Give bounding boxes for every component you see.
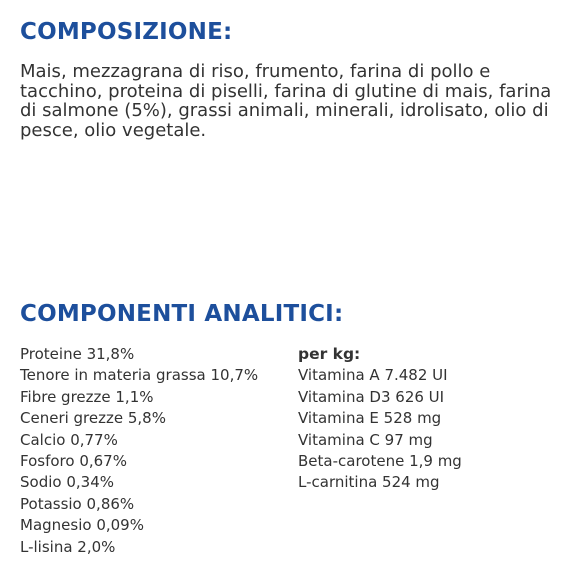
per-kg-header: per kg: — [298, 345, 361, 363]
vitamin-item-l-carnitine: L-carnitina 524 mg — [298, 473, 440, 492]
analytic-item-ash: Ceneri grezze 5,8% — [20, 409, 166, 428]
composition-text: Mais, mezzagrana di riso, frumento, farina di pollo e tacchino, proteina di piselli, farina di glutine di mais, farina di salmone (5%), grassi animali, minerali, idrolisato, olio di pesce, olio vegetale. — [20, 61, 552, 141]
vitamin-item-e: Vitamina E 528 mg — [298, 409, 442, 428]
analytic-item-potassium: Potassio 0,86% — [20, 494, 135, 513]
analytic-components-list — [20, 344, 300, 558]
vitamin-item-beta-carotene: Beta-carotene 1,9 mg — [298, 452, 462, 471]
vitamin-item-d3: Vitamina D3 626 UI — [298, 387, 445, 406]
analytic-item-calcium: Calcio 0,77% — [20, 430, 118, 449]
analytic-item-fibre: Fibre grezze 1,1% — [20, 387, 154, 406]
analytic-item-fat: Tenore in materia grassa 10,7% — [20, 366, 259, 385]
vitamin-item-c: Vitamina C 97 mg — [298, 430, 433, 449]
analytic-item-magnesium: Magnesio 0,09% — [20, 516, 144, 535]
analytic-item-phosphorus: Fosforo 0,67% — [20, 452, 127, 471]
vitamins-per-kg-list — [298, 344, 568, 494]
vitamin-item-a: Vitamina A 7.482 UI — [298, 366, 448, 385]
analytics-heading: COMPONENTI ANALITICI: — [20, 301, 344, 327]
analytic-item-sodium: Sodio 0,34% — [20, 473, 114, 492]
composition-heading: COMPOSIZIONE: — [20, 19, 233, 45]
analytic-item-protein: Proteine 31,8% — [20, 345, 135, 363]
analytic-item-lysine: L-lisina 2,0% — [20, 537, 116, 556]
